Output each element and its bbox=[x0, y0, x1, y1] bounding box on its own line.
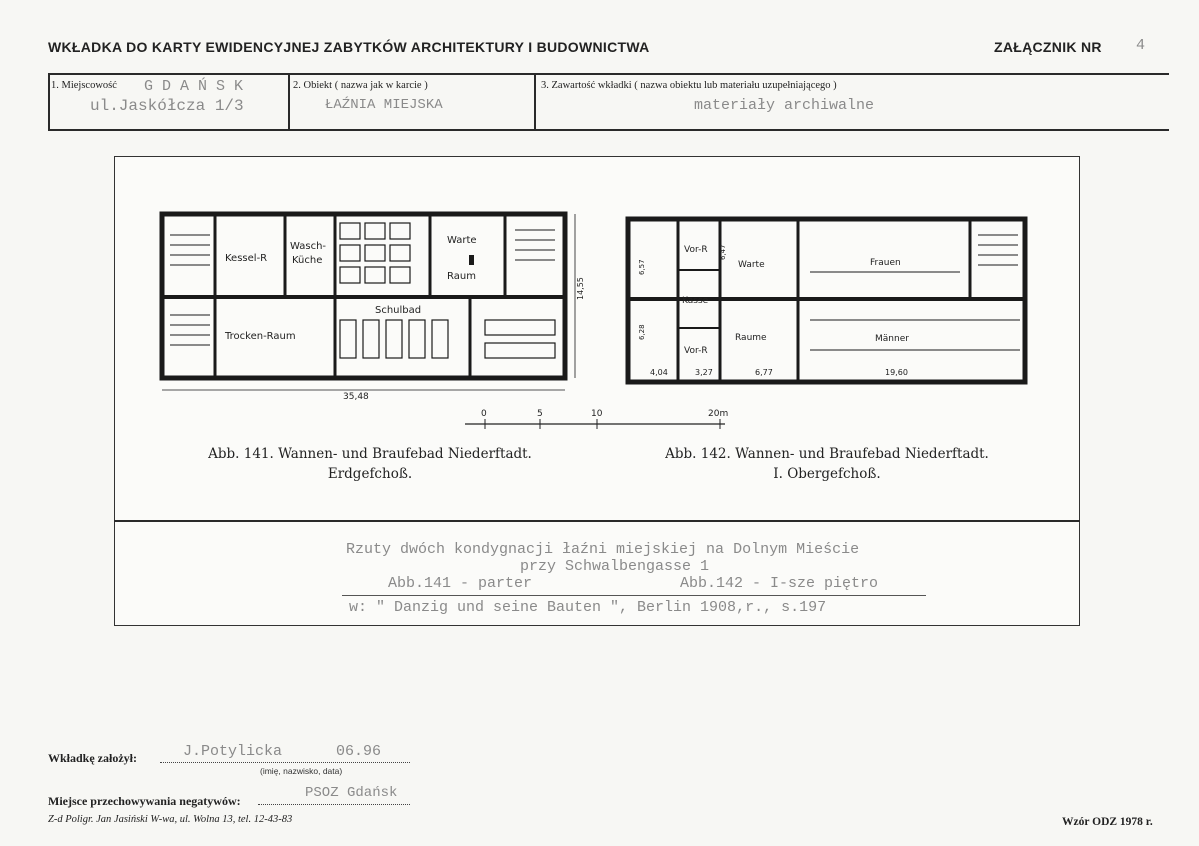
scale-bar bbox=[460, 404, 750, 434]
svg-text:Warte: Warte bbox=[447, 235, 477, 246]
storage-dotline bbox=[258, 804, 410, 805]
svg-text:Raum: Raum bbox=[447, 271, 476, 282]
svg-text:Warte: Warte bbox=[738, 260, 765, 270]
svg-text:Raume: Raume bbox=[735, 333, 767, 343]
svg-text:3,27: 3,27 bbox=[695, 368, 713, 377]
ground-floor-plan bbox=[155, 205, 595, 405]
caption-right-line1: Abb. 142. Wannen- und Braufebad Niederftadt. bbox=[665, 446, 989, 462]
svg-text:Vor-R: Vor-R bbox=[684, 245, 708, 255]
storage-value: PSOZ Gdańsk bbox=[305, 785, 398, 801]
fields-bottom-rule bbox=[48, 129, 1169, 131]
caption-left-line1: Abb. 141. Wannen- und Braufebad Niederftadt. bbox=[208, 446, 532, 462]
caption-right-line2: I. Obergefchoß. bbox=[773, 466, 881, 482]
founder-value: J.Potylicka 06.96 bbox=[183, 743, 382, 760]
scale-tick-10: 10 bbox=[591, 409, 603, 419]
svg-text:Küche: Küche bbox=[292, 255, 323, 266]
scale-tick-5: 5 bbox=[537, 409, 543, 419]
storage-label: Miejsce przechowywania negatywów: bbox=[48, 794, 241, 808]
description-left-ref: Abb.141 - parter bbox=[388, 575, 533, 592]
description-line2: przy Schwalbengasse 1 bbox=[520, 558, 710, 575]
locality-label: 1. Miejscowość bbox=[51, 80, 117, 91]
plan-sheet-divider bbox=[114, 520, 1080, 522]
svg-text:Frauen: Frauen bbox=[870, 258, 901, 268]
svg-text:19,60: 19,60 bbox=[885, 368, 908, 377]
field-divider-1 bbox=[288, 74, 290, 129]
caption-left-line2: Erdgefchoß. bbox=[327, 466, 413, 482]
founder-dotline bbox=[160, 762, 410, 763]
svg-text:14,55: 14,55 bbox=[576, 277, 585, 300]
annex-label: ZAŁĄCZNIK NR bbox=[994, 39, 1102, 55]
founder-hint: (imię, nazwisko, data) bbox=[260, 766, 343, 776]
svg-text:Wasch-: Wasch- bbox=[290, 241, 327, 252]
form-version: Wzór ODZ 1978 r. bbox=[1062, 816, 1153, 828]
field-divider-2 bbox=[534, 74, 536, 129]
description-right-ref: Abb.142 - I-sze piętro bbox=[680, 575, 879, 592]
description-source: w: " Danzig und seine Bauten ", Berlin 1908,r., s.197 bbox=[349, 599, 827, 616]
svg-text:Schulbad: Schulbad bbox=[375, 305, 422, 316]
description-rule bbox=[342, 595, 926, 596]
caption-left bbox=[160, 444, 580, 484]
locality-value: G D A Ń S K bbox=[144, 78, 244, 95]
address-value: ul.Jaskółcza 1/3 bbox=[90, 97, 244, 115]
svg-text:Kasse: Kasse bbox=[682, 296, 709, 306]
object-label: 2. Obiekt ( nazwa jak w karcie ) bbox=[293, 80, 428, 91]
svg-text:6,28: 6,28 bbox=[638, 324, 646, 340]
caption-right bbox=[622, 444, 1032, 484]
svg-text:6,57: 6,57 bbox=[638, 259, 646, 275]
scale-tick-20: 20m bbox=[708, 409, 729, 419]
description-line1: Rzuty dwóch kondygnacji łaźni miejskiej na Dolnym Mieście bbox=[346, 541, 860, 558]
field-divider-left bbox=[48, 74, 50, 129]
founder-label: Wkładkę założył: bbox=[48, 751, 137, 765]
form-title: WKŁADKA DO KARTY EWIDENCYJNEJ ZABYTKÓW ARCHITEKTURY I BUDOWNICTWA bbox=[48, 39, 650, 55]
printer-note: Z-d Poligr. Jan Jasiński W-wa, ul. Wolna 13, tel. 12-43-83 bbox=[48, 814, 293, 825]
svg-text:6,77: 6,77 bbox=[755, 368, 773, 377]
svg-text:4,04: 4,04 bbox=[650, 368, 668, 377]
svg-text:Kessel-R: Kessel-R bbox=[225, 253, 268, 264]
svg-text:Trocken-Raum: Trocken-Raum bbox=[225, 331, 296, 342]
scale-tick-0: 0 bbox=[481, 409, 487, 419]
object-value: ŁAŹNIA MIEJSKA bbox=[325, 97, 443, 113]
content-label: 3. Zawartość wkładki ( nazwa obiektu lub materiału uzupełniającego ) bbox=[541, 80, 837, 91]
svg-text:6,47: 6,47 bbox=[719, 244, 727, 260]
svg-text:Männer: Männer bbox=[875, 334, 909, 344]
svg-text:Vor-R: Vor-R bbox=[684, 346, 708, 356]
annex-number: 4 bbox=[1136, 37, 1146, 54]
content-value: materiały archiwalne bbox=[694, 97, 875, 114]
svg-text:35,48: 35,48 bbox=[343, 392, 369, 402]
first-floor-plan bbox=[620, 210, 1035, 392]
header-rule bbox=[48, 73, 1169, 75]
